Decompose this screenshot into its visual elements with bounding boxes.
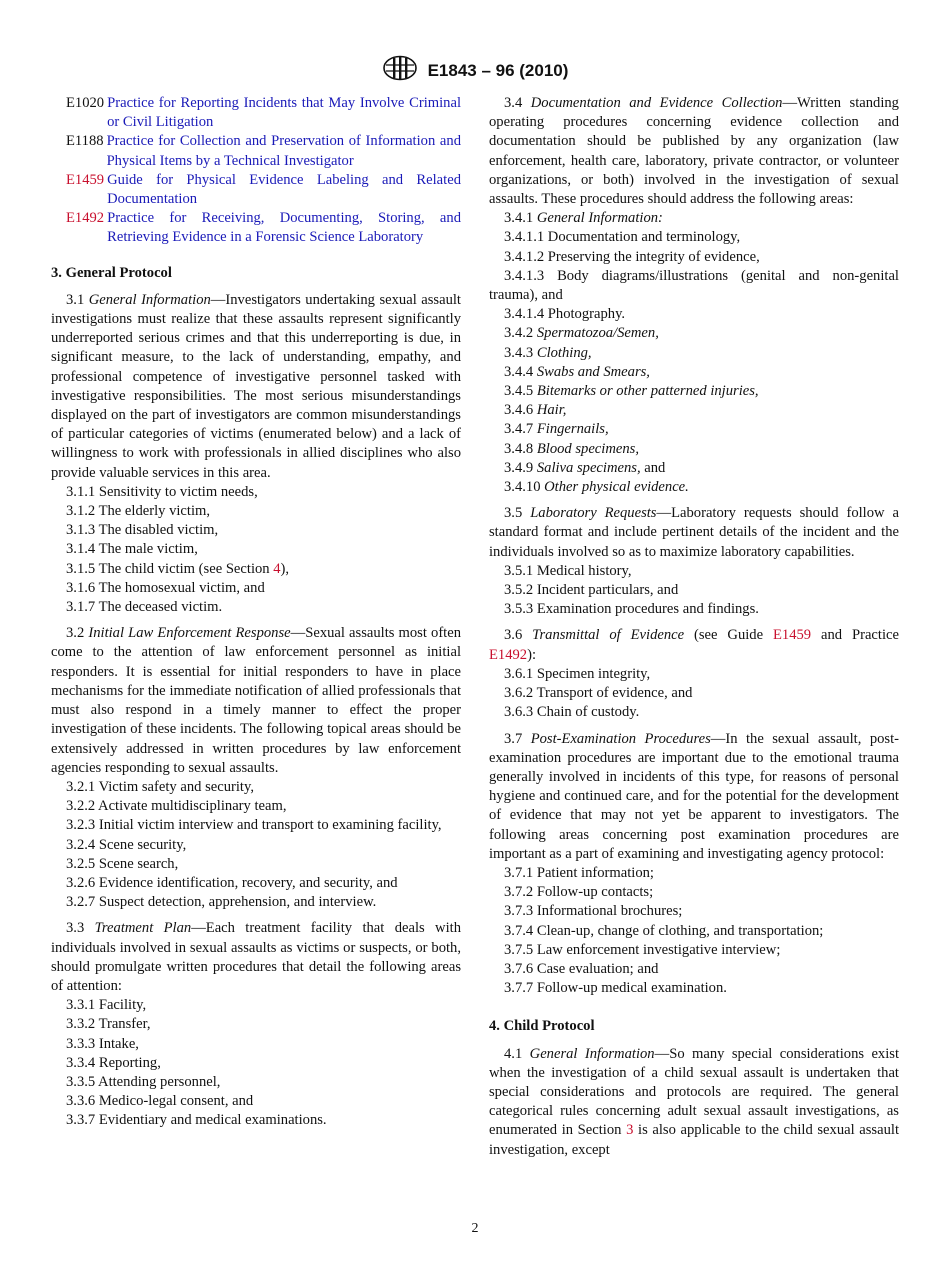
list-3-5 — [489, 562, 899, 620]
referenced-documents — [51, 94, 461, 248]
reference-title-link[interactable]: Guide for Physical Evidence Labeling and Related Documentation — [107, 171, 461, 208]
paragraph-4-1: 4.1 General Information—So many special considerations exist when the investigation of a child sexual assault is undertaken that special considerations and protocols are required. The general categorical rules concerning adult sexual assault investigations, as enumerated in Section 3 is also applicable to the child sexual assault investigation, except — [489, 1045, 900, 1158]
list-3-1 — [51, 483, 461, 617]
list-item: 3.7.5 Law enforcement investigative interview; — [504, 941, 781, 958]
list-3-4-1 — [489, 228, 899, 324]
list-item: 3.2.7 Suspect detection, apprehension, and interview. — [66, 894, 377, 911]
list-item: 3.3.2 Transfer, — [66, 1016, 151, 1033]
list-item: 3.4.2 Spermatozoa/Semen, — [504, 325, 659, 342]
list-item: 3.3.7 Evidentiary and medical examinations. — [66, 1112, 327, 1129]
list-item: 3.1.3 The disabled victim, — [66, 522, 219, 539]
list-3-3 — [51, 996, 461, 1130]
list-item: 3.3.5 Attending personnel, — [66, 1073, 221, 1090]
reference-code: E1459 — [66, 171, 105, 188]
reference-title-link[interactable]: Practice for Receiving, Documenting, Storing, and Retrieving Evidence in a Forensic Science Laboratory — [107, 210, 461, 246]
list-3-7 — [489, 864, 899, 998]
list-item: 3.4.1.1 Documentation and terminology, — [504, 229, 741, 246]
list-item: 3.1.1 Sensitivity to victim needs, — [66, 483, 258, 500]
reference-title-link[interactable]: Practice for Reporting Incidents that May Involve Criminal or Civil Litigation — [107, 95, 461, 131]
paragraph-3-1: 3.1 General Information—Investigators undertaking sexual assault investigations must realize that these assaults represent significantly underreported serious crimes and that this underreporting is due, in significant measure, to the lack of understanding, empathy, and professional competence of investigative personnel tasked with investigative responsibilities. The most serious misunderstandings displayed on the part of investigators are common misunderstandings of particular categories of victims (enumerated below) and a lack of willingness to work with professionals in allied disciplines who also provide valuable services in this area. — [51, 291, 461, 481]
list-item: 3.7.4 Clean-up, change of clothing, and transportation; — [504, 922, 824, 939]
list-item: 3.3.1 Facility, — [66, 997, 147, 1014]
list-item: 3.4.6 Hair, — [504, 402, 567, 419]
list-item: 3.4.3 Clothing, — [504, 344, 592, 361]
list-item: 3.4.7 Fingernails, — [504, 421, 609, 438]
list-item: 3.2.3 Initial victim interview and transport to examining facility, — [66, 817, 442, 834]
reference-item — [66, 171, 461, 209]
list-item: 3.2.2 Activate multidisciplinary team, — [66, 798, 287, 815]
paragraph-3-7: 3.7 Post-Examination Procedures—In the sexual assault, post-examination procedures are important due to the emotional trauma generally involved in incidents of this type, for reasons of personal hygiene and continued care, and for the potential for the development of evidence that may not yet be apparent to investigators. The following areas concerning post examination procedures are important as a part of examining and investigating agency protocol: — [489, 730, 900, 862]
reference-code: E1492 — [66, 210, 105, 227]
reference-item — [66, 209, 461, 247]
left-column — [51, 94, 461, 1131]
list-item: 3.7.3 Informational brochures; — [504, 903, 683, 920]
paragraph-3-2: 3.2 Initial Law Enforcement Response—Sexual assaults most often come to the attention of law enforcement personnel as initial responders. It is essential for initial responders to have in place mechanisms for the immediate notification of allied professionals that must also respond in a timely manner to effect the proper investigation of these incidents. The following topical areas should be extensively addressed in written procedures by law enforcement agencies responding to sexual assaults. — [51, 625, 462, 776]
list-item: 3.4.1.4 Photography. — [504, 306, 626, 323]
list-item: 3.5.3 Examination procedures and findings. — [504, 601, 759, 618]
list-item: 3.2.6 Evidence identification, recovery, and security, and — [66, 874, 398, 891]
list-item: 3.4.1.2 Preserving the integrity of evidence, — [504, 248, 760, 265]
paragraph-3-5: 3.5 Laboratory Requests—Laboratory requests should follow a standard format and include pertinent details of the incident and the individuals involved so as to maximize laboratory capabilities. — [489, 505, 899, 560]
list-item: 3.4.9 Saliva specimens, and — [504, 459, 666, 476]
list-item: 3.7.2 Follow-up contacts; — [504, 884, 654, 901]
page-header — [0, 55, 950, 86]
reference-item — [66, 132, 461, 170]
section-4-heading: 4. Child Protocol — [489, 1018, 595, 1035]
paragraph-3-6: 3.6 Transmittal of Evidence (see Guide E1459 and Practice E1492): — [489, 627, 899, 663]
list-3-2 — [51, 778, 461, 912]
list-item: 3.1.6 The homosexual victim, and — [66, 579, 265, 596]
list-item: 3.1.2 The elderly victim, — [66, 503, 211, 520]
e1459-link[interactable]: E1459 — [772, 627, 812, 644]
list-item: 3.1.7 The deceased victim. — [66, 599, 223, 616]
list-item: 3.2.4 Scene security, — [66, 836, 187, 853]
right-column — [489, 94, 899, 1160]
list-item: 3.3.3 Intake, — [66, 1035, 139, 1052]
reference-code: E1020 — [66, 95, 105, 111]
list-item-3-4-1: 3.4.1 General Information: — [504, 210, 663, 227]
paragraph-3-3: 3.3 Treatment Plan—Each treatment facility that deals with individuals involved in sexual assaults as victims or suspects, or both, should promulgate written procedures that detail the following areas of attention: — [51, 920, 461, 994]
list-item: 3.5.1 Medical history, — [504, 562, 632, 579]
reference-item — [66, 94, 461, 132]
list-item-3-1-5: 3.1.5 The child victim (see Section 4), — [66, 560, 290, 577]
list-item: 3.4.8 Blood specimens, — [504, 440, 639, 457]
reference-code: E1188 — [66, 133, 104, 150]
list-item: 3.4.1.3 Body diagrams/illustrations (genital and non-genital trauma), and — [489, 267, 899, 304]
list-item: 3.7.7 Follow-up medical examination. — [504, 980, 727, 997]
list-item: 3.6.1 Specimen integrity, — [504, 665, 651, 682]
section-4-link[interactable]: 4 — [273, 560, 281, 577]
list-item: 3.4.10 Other physical evidence. — [504, 479, 689, 496]
list-3-4 — [489, 324, 899, 497]
astm-logo-icon — [382, 55, 418, 86]
list-item: 3.2.1 Victim safety and security, — [66, 778, 254, 795]
list-item: 3.4.4 Swabs and Smears, — [504, 363, 650, 380]
list-3-6 — [489, 665, 899, 723]
section-3-link[interactable]: 3 — [626, 1122, 634, 1139]
list-item: 3.2.5 Scene search, — [66, 855, 179, 872]
list-item: 3.6.2 Transport of evidence, and — [504, 685, 693, 702]
e1492-link[interactable]: E1492 — [489, 646, 528, 663]
list-item: 3.4.5 Bitemarks or other patterned injuries, — [504, 383, 759, 400]
list-item: 3.7.1 Patient information; — [504, 864, 654, 881]
list-item: 3.6.3 Chain of custody. — [504, 704, 640, 721]
reference-title-link[interactable]: Practice for Collection and Preservation of Information and Physical Items by a Technical Investigator — [106, 133, 461, 169]
document-designation: E1843 – 96 (2010) — [427, 60, 569, 80]
list-item: 3.1.4 The male victim, — [66, 541, 198, 558]
list-item: 3.3.6 Medico-legal consent, and — [66, 1093, 254, 1110]
list-item: 3.7.6 Case evaluation; and — [504, 960, 659, 977]
list-item: 3.3.4 Reporting, — [66, 1054, 161, 1071]
page-number: 2 — [471, 1221, 479, 1236]
paragraph-3-4: 3.4 Documentation and Evidence Collection—Written standing operating procedures concerning evidence collection and documentation should be published by any organization (law enforcement, health care, laboratory, private contractor, or volunteer organizations, or both) involved in the investigation of sexual assaults. These procedures should address the following areas: — [489, 95, 899, 208]
list-item: 3.5.2 Incident particulars, and — [504, 582, 679, 599]
section-3-heading: 3. General Protocol — [51, 264, 172, 281]
